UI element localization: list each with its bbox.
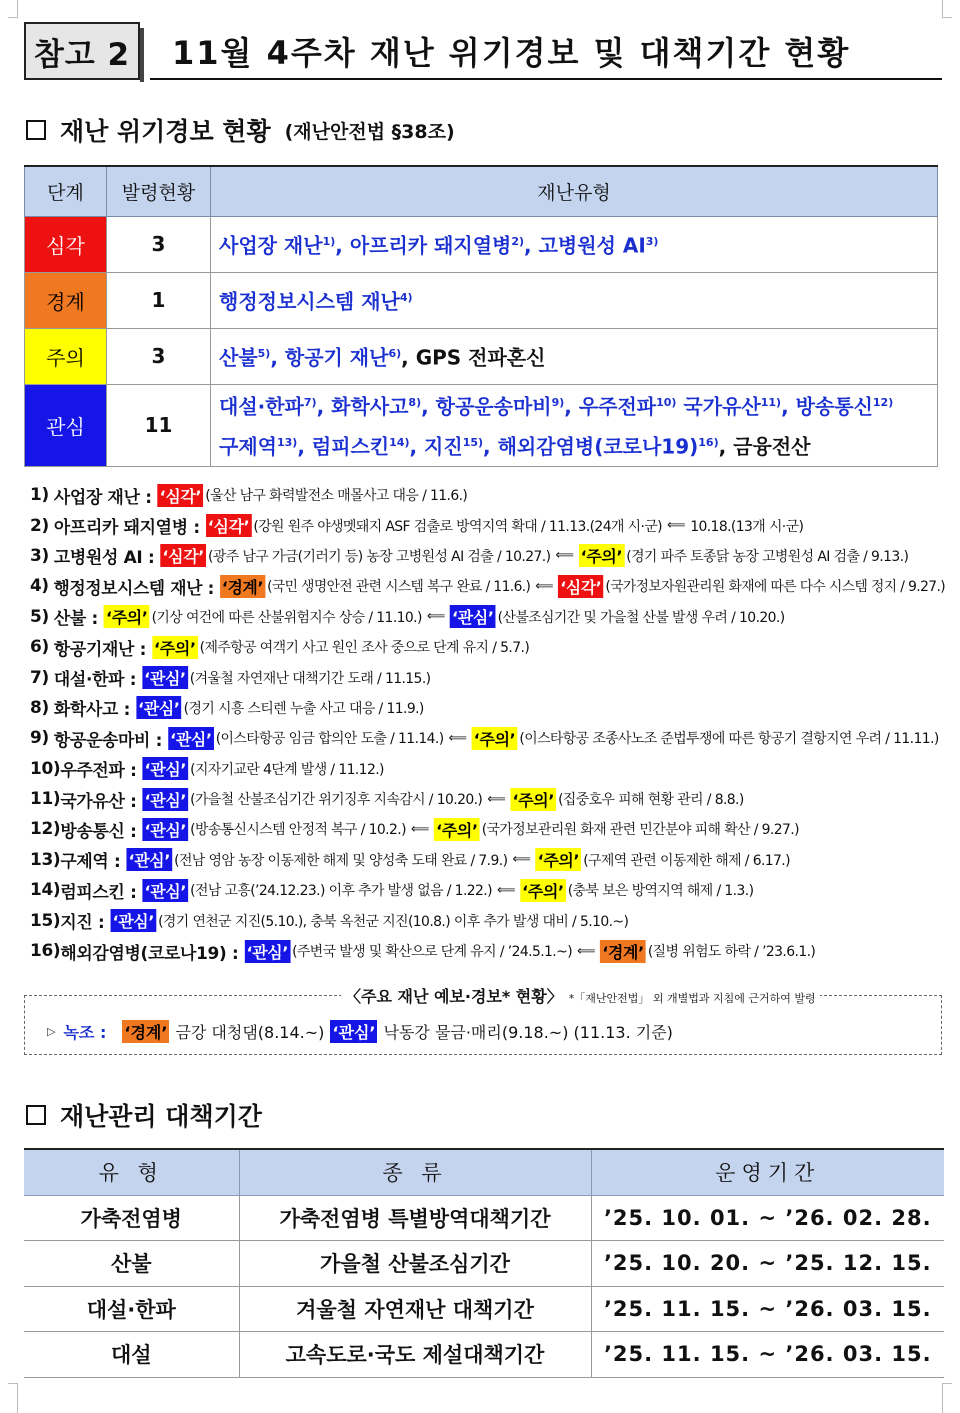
col-header-level: 단계 bbox=[25, 166, 107, 216]
footnote-text: 10.18.(13개 시·군) bbox=[690, 518, 804, 535]
countermeasure-period-table bbox=[24, 1148, 944, 1378]
footnote-label: 국가유산 : bbox=[60, 791, 137, 812]
footnote-number: 14) bbox=[30, 880, 61, 901]
col-header-period: 운영기간 bbox=[591, 1149, 944, 1195]
footnote-text: (기상 여건에 따른 산불위험지수 상승 / 11.10.) bbox=[151, 609, 422, 626]
footnote-number: 2) bbox=[30, 515, 49, 536]
types-cell bbox=[211, 216, 938, 272]
alert-tag: ‘주의’ bbox=[104, 605, 150, 628]
footnote-text: (전남 고흥(’24.12.23.) 이후 추가 발생 없음 / 1.22.) bbox=[190, 883, 492, 900]
level-cell: 심각 bbox=[25, 216, 107, 272]
period-cell: ’25. 11. 15. ~ ’26. 03. 15. bbox=[591, 1332, 944, 1378]
footnote-item bbox=[30, 845, 945, 875]
forecast-text: 금강 대청댐(8.14.~) bbox=[175, 1023, 325, 1042]
double-arrow-left-icon: ⟸ bbox=[487, 791, 506, 807]
period-row bbox=[24, 1286, 944, 1332]
alert-tag: ‘관심’ bbox=[143, 788, 189, 811]
disaster-type: 행정정보시스템 재난 bbox=[219, 289, 400, 314]
alert-row bbox=[25, 272, 938, 328]
footnote-label: 럼피스킨 : bbox=[60, 882, 137, 903]
disaster-type: , 럼피스킨 bbox=[297, 434, 390, 459]
kind-cell: 가축전염병 특별방역대책기간 bbox=[239, 1195, 591, 1241]
kind-cell: 고속도로·국도 제설대책기간 bbox=[239, 1332, 591, 1378]
disaster-type: , 고병원성 AI bbox=[524, 233, 646, 258]
footnote-text: (국가정보관리원 화재 관련 민간분야 피해 확산 / 9.27.) bbox=[481, 822, 799, 839]
disaster-type: , 방송통신 bbox=[781, 395, 873, 419]
type-cell: 가축전염병 bbox=[24, 1195, 239, 1241]
section-period-heading bbox=[26, 1097, 262, 1133]
alert-tag: ‘주의’ bbox=[510, 788, 556, 811]
col-header-types: 재난유형 bbox=[211, 166, 938, 216]
checkbox-square-icon bbox=[26, 120, 46, 140]
footnote-text: (이스타항공 임금 합의안 도출 / 11.14.) bbox=[215, 731, 444, 748]
footnote-ref: 1) bbox=[322, 235, 336, 249]
footnote-text: (충북 보은 방역지역 해제 / 1.3.) bbox=[567, 883, 754, 900]
footnote-item bbox=[30, 510, 945, 540]
footnote-number: 8) bbox=[30, 697, 49, 718]
alert-status-table bbox=[24, 165, 938, 467]
alert-tag: ‘관심’ bbox=[142, 666, 188, 689]
footnote-number: 13) bbox=[30, 849, 61, 870]
footnote-label: 해외감염병(코로나19) : bbox=[60, 943, 239, 964]
disaster-type: 산불 bbox=[219, 345, 258, 370]
double-arrow-left-icon: ⟸ bbox=[577, 943, 596, 959]
kind-cell: 겨울철 자연재난 대책기간 bbox=[239, 1286, 591, 1332]
disaster-type: , 아프리카 돼지열병 bbox=[335, 233, 512, 258]
level-cell: 관심 bbox=[25, 384, 107, 466]
alert-tag: ‘관심’ bbox=[244, 940, 290, 963]
period-cell: ’25. 10. 20. ~ ’25. 12. 15. bbox=[591, 1241, 944, 1287]
footnote-label: 항공기재난 : bbox=[53, 639, 147, 660]
level-cell: 주의 bbox=[25, 328, 107, 384]
footnote-number: 12) bbox=[30, 819, 61, 840]
footnote-text: (경기 연천군 지진(5.10.), 충북 옥천군 지진(10.8.) 이후 추가 발생 대비 / 5.10.~) bbox=[158, 913, 629, 930]
footnote-number: 1) bbox=[30, 485, 49, 506]
footnote-number: 16) bbox=[30, 941, 61, 962]
footnote-label: 방송통신 : bbox=[60, 821, 137, 842]
footnote-item bbox=[30, 723, 945, 753]
footnote-ref: 16) bbox=[698, 436, 719, 449]
count-cell: 1 bbox=[107, 272, 211, 328]
footnote-number: 10) bbox=[30, 758, 61, 779]
triangle-bullet-icon: ▷ bbox=[47, 1025, 56, 1038]
footnote-label: 항공운송마비 : bbox=[53, 730, 163, 751]
section-title: 재난 위기경보 현황 bbox=[60, 117, 271, 146]
footnote-number: 7) bbox=[30, 667, 49, 688]
footnote-item bbox=[30, 784, 945, 814]
footnote-text: (구제역 관련 이동제한 해제 / 6.17.) bbox=[583, 852, 790, 869]
alert-tag: ‘주의’ bbox=[434, 818, 480, 841]
double-arrow-left-icon: ⟸ bbox=[496, 882, 516, 898]
type-cell: 대설·한파 bbox=[24, 1286, 239, 1332]
footnote-ref: 3) bbox=[645, 235, 659, 249]
period-cell: ’25. 10. 01. ~ ’26. 02. 28. bbox=[591, 1195, 944, 1241]
footnote-item bbox=[30, 602, 945, 632]
alert-row bbox=[25, 216, 938, 272]
footnote-ref: 13) bbox=[276, 436, 298, 449]
disaster-type: , 지진 bbox=[409, 434, 463, 459]
double-arrow-left-icon: ⟸ bbox=[512, 852, 531, 868]
alert-tag: ‘주의’ bbox=[520, 879, 566, 902]
alert-tag: ‘주의’ bbox=[536, 848, 582, 871]
footnote-item bbox=[30, 754, 945, 784]
footnote-ref: 5) bbox=[257, 347, 271, 361]
alert-tag-caution: ‘경계’ bbox=[122, 1020, 169, 1043]
disaster-type: 대설·한파 bbox=[219, 395, 304, 419]
forecast-text: 낙동강 물금·매리(9.18.~) (11.13. 기준) bbox=[383, 1023, 673, 1042]
double-arrow-left-icon: ⟸ bbox=[535, 578, 554, 594]
types-cell bbox=[211, 384, 938, 466]
disaster-type: , 항공기 재난 bbox=[270, 345, 389, 370]
footnote-text: (집중호우 피해 현황 관리 / 8.8.) bbox=[558, 792, 744, 809]
alert-tag: ‘관심’ bbox=[110, 909, 156, 932]
section-alert-heading bbox=[26, 112, 455, 148]
footnote-number: 11) bbox=[30, 789, 61, 810]
crop-mark bbox=[942, 0, 952, 18]
footnote-text: (질병 위험도 하락 / ’23.6.1.) bbox=[647, 944, 816, 961]
period-row bbox=[24, 1195, 944, 1241]
footnote-text: (강원 원주 야생멧돼지 ASF 검출로 방역지역 확대 / 11.13.(24개 시·군) bbox=[253, 518, 663, 535]
footnote-text: (울산 남구 화력발전소 매몰사고 대응 / 11.6.) bbox=[205, 488, 468, 505]
forecast-title bbox=[341, 984, 820, 1007]
page-title: 11월 4주차 재난 위기경보 및 대책기간 현황 bbox=[172, 34, 851, 72]
forecast-label: 녹조 : bbox=[63, 1023, 107, 1042]
alert-tag: ‘심각’ bbox=[206, 514, 252, 537]
section-subtitle: (재난안전법 §38조) bbox=[284, 120, 455, 143]
footnote-ref: 8) bbox=[408, 396, 422, 410]
types-cell bbox=[211, 328, 938, 384]
alert-tag: ‘경계’ bbox=[220, 575, 265, 598]
footnote-text: (이스타항공 조종사노조 준법투쟁에 따른 항공기 결항지연 우려 / 11.11.) bbox=[519, 731, 939, 748]
footnote-text: (가을철 산불조심기간 위기징후 지속감시 / 10.20.) bbox=[190, 792, 483, 809]
footnote-text: (겨울철 자연재난 대책기간 도래 / 11.15.) bbox=[189, 670, 431, 687]
footnote-item bbox=[30, 814, 945, 844]
footnote-label: 화학사고 : bbox=[53, 700, 131, 721]
footnote-label: 우주전파 : bbox=[60, 761, 137, 782]
disaster-type: 사업장 재난 bbox=[219, 233, 323, 258]
footnote-item bbox=[30, 541, 945, 571]
alert-tag: ‘관심’ bbox=[143, 818, 189, 841]
alert-tag: ‘관심’ bbox=[143, 757, 189, 780]
footnote-ref: 15) bbox=[462, 436, 484, 449]
footnote-item bbox=[30, 936, 945, 966]
footnote-item bbox=[30, 693, 945, 723]
footnote-text: (산불조심기간 및 가을철 산불 발생 우려 / 10.20.) bbox=[497, 609, 785, 626]
alert-tag: ‘관심’ bbox=[168, 727, 214, 750]
alert-tag: ‘관심’ bbox=[450, 605, 496, 628]
footnote-label: 아프리카 돼지열병 : bbox=[53, 518, 200, 539]
count-cell: 3 bbox=[107, 328, 211, 384]
alert-row bbox=[25, 328, 938, 384]
footnote-text: (국민 생명안전 관련 시스템 복구 완료 / 11.6.) bbox=[267, 579, 531, 596]
footnote-label: 구제역 : bbox=[60, 852, 121, 873]
footnote-number: 4) bbox=[30, 576, 49, 597]
disaster-type: 국가유산 bbox=[676, 395, 761, 419]
period-row bbox=[24, 1241, 944, 1287]
checkbox-square-icon bbox=[26, 1105, 46, 1125]
disaster-type: , 우주전파 bbox=[564, 395, 657, 419]
footnote-ref: 6) bbox=[388, 347, 402, 361]
disaster-type: , 항공운송마비 bbox=[421, 395, 552, 419]
footnote-text: (경기 시흥 스티렌 누출 사고 대응 / 11.9.) bbox=[183, 700, 424, 717]
footnote-ref: 11) bbox=[760, 396, 782, 410]
alert-row bbox=[25, 384, 938, 466]
kind-cell: 가을철 산불조심기간 bbox=[239, 1241, 591, 1287]
footnote-ref: 14) bbox=[389, 436, 410, 449]
footnote-item bbox=[30, 480, 945, 510]
document-header bbox=[24, 22, 942, 82]
col-header-count: 발령현황 bbox=[107, 166, 211, 216]
alert-tag: ‘주의’ bbox=[472, 727, 518, 750]
footnote-label: 대설·한파 : bbox=[53, 670, 137, 691]
footnote-text: (전남 영암 농장 이동제한 해제 및 양성축 도태 완료 / 7.9.) bbox=[174, 852, 508, 869]
footnote-text: (광주 남구 가금(기러기 등) 농장 고병원성 AI 검출 / 10.27.) bbox=[208, 548, 551, 565]
count-cell: 3 bbox=[107, 216, 211, 272]
alert-tag-interest: ‘관심’ bbox=[330, 1020, 377, 1043]
footnote-ref: 12) bbox=[872, 396, 894, 410]
footnote-label: 행정정보시스템 재난 : bbox=[53, 578, 215, 599]
period-cell: ’25. 11. 15. ~ ’26. 03. 15. bbox=[591, 1286, 944, 1332]
footnote-text: (지자기교란 4단계 발생 / 11.12.) bbox=[190, 761, 384, 778]
period-row bbox=[24, 1332, 944, 1378]
type-cell: 대설 bbox=[24, 1332, 239, 1378]
disaster-type: , 화학사고 bbox=[316, 395, 409, 419]
crop-mark bbox=[942, 1383, 952, 1413]
col-header-kind: 종 류 bbox=[239, 1149, 591, 1195]
footnote-number: 5) bbox=[30, 606, 49, 627]
footnote-item bbox=[30, 905, 945, 935]
disaster-type-plain: , GPS 전파혼신 bbox=[401, 345, 546, 370]
forecast-title-text: 〈주요 재난 예보·경보* 현황〉 bbox=[345, 987, 563, 1006]
footnote-ref: 7) bbox=[303, 396, 317, 410]
alert-tag: ‘관심’ bbox=[143, 879, 189, 902]
footnote-text: (경기 파주 토종닭 농장 고병원성 AI 검출 / 9.13.) bbox=[626, 548, 909, 565]
disaster-type: 구제역 bbox=[219, 434, 277, 459]
crop-mark bbox=[8, 1383, 18, 1413]
double-arrow-left-icon: ⟸ bbox=[666, 518, 686, 534]
forecast-line bbox=[47, 1020, 673, 1043]
types-cell bbox=[211, 272, 938, 328]
footnote-number: 3) bbox=[30, 545, 49, 566]
alert-tag: ‘관심’ bbox=[126, 848, 172, 871]
count-cell: 11 bbox=[107, 384, 211, 466]
footnote-label: 사업장 재난 : bbox=[53, 487, 152, 508]
footnote-number: 9) bbox=[30, 728, 49, 749]
alert-tag: ‘심각’ bbox=[160, 544, 206, 567]
footnote-text: (주변국 발생 및 확산으로 단계 유지 / ’24.5.1.~) bbox=[292, 944, 573, 961]
footnote-ref: 10) bbox=[656, 396, 677, 410]
title-underline bbox=[150, 78, 942, 80]
reference-label: 참고 2 bbox=[24, 22, 140, 80]
footnote-label: 지진 : bbox=[60, 913, 105, 934]
footnote-item bbox=[30, 875, 945, 905]
double-arrow-left-icon: ⟸ bbox=[410, 821, 430, 837]
footnote-item bbox=[30, 571, 946, 601]
footnote-number: 15) bbox=[30, 910, 61, 931]
forecast-box bbox=[24, 987, 942, 1055]
alert-tag: ‘심각’ bbox=[558, 575, 603, 598]
double-arrow-left-icon: ⟸ bbox=[555, 548, 574, 564]
forecast-footnote: *「재난안전법」 외 개별법과 지침에 근거하여 발령 bbox=[568, 992, 816, 1005]
alert-tag: ‘주의’ bbox=[152, 636, 198, 659]
level-cell: 경계 bbox=[25, 272, 107, 328]
crop-mark bbox=[8, 0, 18, 18]
section-title: 재난관리 대책기간 bbox=[60, 1102, 262, 1131]
disaster-type-plain: , 금융전산 bbox=[718, 434, 811, 459]
footnote-ref: 4) bbox=[399, 291, 413, 305]
alert-tag: ‘경계’ bbox=[600, 940, 646, 963]
alert-tag: ‘관심’ bbox=[136, 696, 182, 719]
footnote-label: 산불 : bbox=[53, 609, 99, 630]
footnote-item bbox=[30, 632, 945, 662]
footnote-text: (방송통신시스템 안정적 복구 / 10.2.) bbox=[190, 822, 406, 839]
footnote-ref: 9) bbox=[551, 396, 565, 410]
alert-tag: ‘주의’ bbox=[579, 544, 625, 567]
double-arrow-left-icon: ⟸ bbox=[448, 730, 467, 746]
type-cell: 산불 bbox=[24, 1241, 239, 1287]
alert-tag: ‘심각’ bbox=[158, 484, 204, 507]
footnote-text: (제주항공 여객기 사고 원인 조사 중으로 단계 유지 / 5.7.) bbox=[199, 640, 530, 657]
col-header-type: 유 형 bbox=[24, 1149, 239, 1195]
footnote-item bbox=[30, 662, 945, 692]
footnote-ref: 2) bbox=[511, 235, 525, 249]
footnote-text: (국가정보자원관리원 화재에 따른 다수 시스템 정지 / 9.27.) bbox=[605, 579, 946, 596]
disaster-type: , 해외감염병(코로나19) bbox=[483, 434, 699, 459]
footnote-label: 고병원성 AI : bbox=[53, 548, 155, 569]
footnotes bbox=[30, 480, 950, 966]
double-arrow-left-icon: ⟸ bbox=[426, 609, 446, 625]
footnote-number: 6) bbox=[30, 637, 49, 658]
